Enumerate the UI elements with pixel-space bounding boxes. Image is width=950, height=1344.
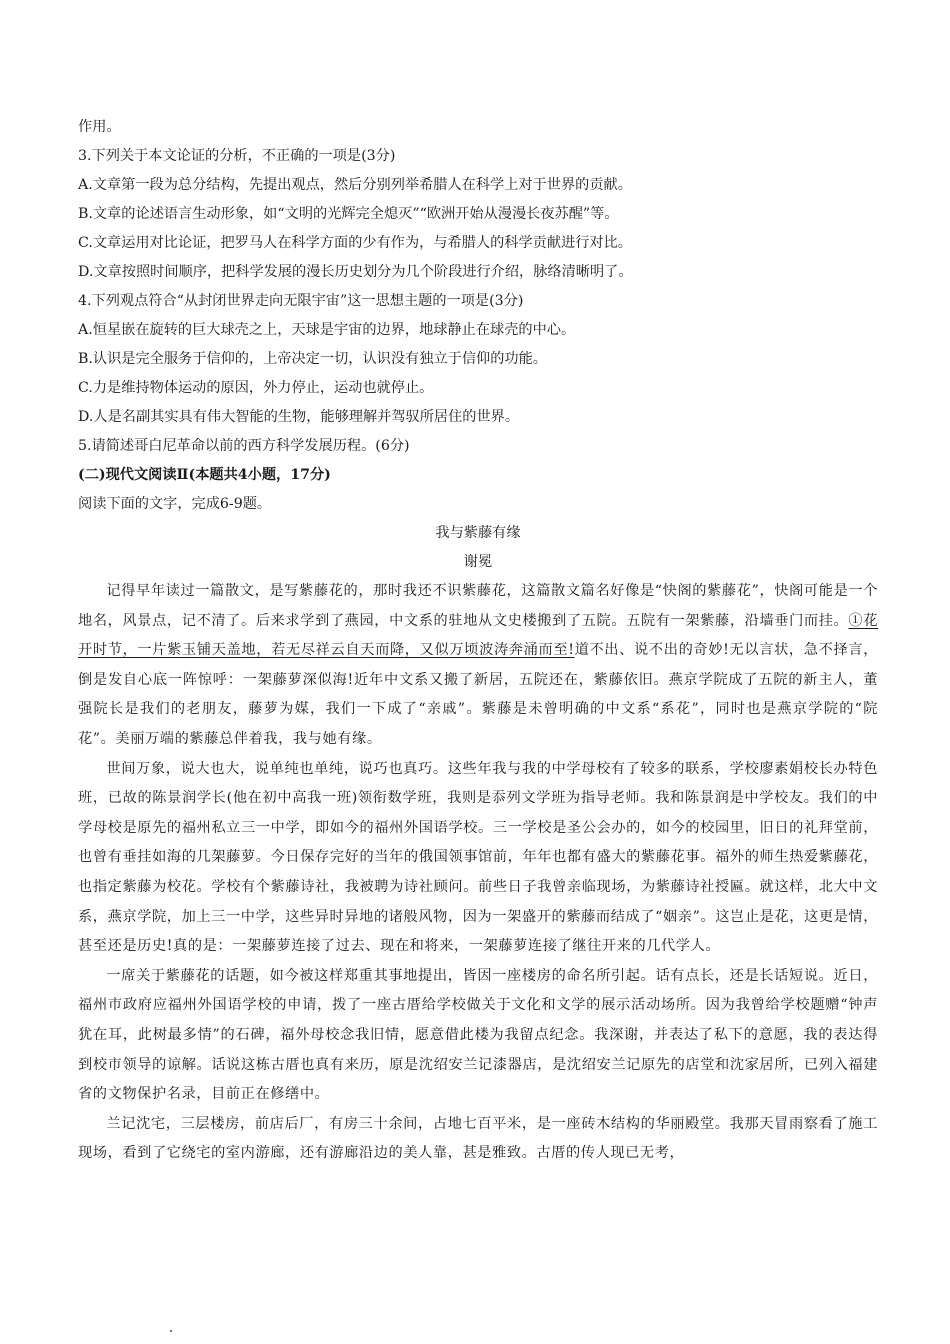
option-3c: C.文章运用对比论证，把罗马人在科学方面的少有作为，与希腊人的科学贡献进行对比。 [78, 235, 632, 251]
essay-author: 谢冕 [463, 554, 493, 570]
essay-paragraph: 一席关于紫藤花的话题，如今被这样郑重其事地提出，皆因一座楼房的命名所引起。话有点长，还是长话短说。近日，福州市政府应福州外国语学校的申请，拨了一座古厝给学校做关于文化和文学的展示活动场所。因为我曾给学校题赠“钟声犹在耳，此树最多情”的石碑，福外母校念我旧情，愿意借此楼为我留点纪念。我深谢，并表达了私下的意愿，我的表达得到校市领导的谅解。话说这栋古厝也真有来历，原是沈绍安兰记漆器店，是沈绍安兰记原先的店堂和沈家居所，已列入福建省的文物保护名录，目前正在修缮中。 [78, 967, 878, 1103]
paragraph-text: 记得早年读过一篇散文，是写紫藤花的，那时我还不识紫藤花，这篇散文篇名好像是“快阁的紫藤花”，快阁可能是一个地名，风景点，记不清了。后来求学到了燕园，中文系的驻地从文史楼搬到了五院。五院有一架紫藤，沿墙垂门而挂。 [78, 583, 878, 629]
reading-instruction: 阅读下面的文字，完成6-9题。 [78, 496, 272, 512]
paragraph-text: 道不出、说不出的奇妙!无以言状，急不择言，倒是发自心底一阵惊呼：一架藤萝深似海!近年中文系又搬了新居，五院还在，紫藤依旧。燕京学院成了五院的新主人，董强院长是我们的老朋友，藤萝为媒，我们一下成了“亲戚”。紫藤是未曾明确的中文系“系花”，同时也是燕京学院的“院花”。美丽万端的紫藤总伴着我，我与她有缘。 [78, 642, 878, 747]
question-4: 4.下列观点符合“从封闭世界走向无限宇宙”这一思想主题的一项是(3分) [78, 293, 524, 309]
essay-paragraph [78, 577, 878, 755]
essay-body [78, 577, 878, 1169]
option-4a: A.恒星嵌在旋转的巨大球壳之上，天球是宇宙的边界，地球静止在球壳的中心。 [78, 322, 576, 338]
page-mark [170, 1330, 172, 1332]
text-line: 作用。 [78, 119, 121, 135]
essay-paragraph: 兰记沈宅，三层楼房，前店后厂，有房三十余间，占地七百平米，是一座砖木结构的华丽殿堂。我那天冒雨察看了施工现场，看到了它绕宅的室内游廊，还有游廊沿边的美人靠，甚是雅致。古厝的传人现已无考， [78, 1115, 878, 1162]
option-3a: A.文章第一段为总分结构，先提出观点，然后分别列举希腊人在科学上对于世界的贡献。 [78, 177, 632, 193]
document-page [78, 113, 878, 1169]
option-4c: C.力是维持物体运动的原因，外力停止，运动也就停止。 [78, 380, 434, 396]
option-3d: D.文章按照时间顺序，把科学发展的漫长历史划分为几个阶段进行介绍，脉络清晰明了。 [78, 264, 633, 280]
option-4d: D.人是名副其实具有伟大智能的生物，能够理解并驾驭所居住的世界。 [78, 409, 520, 425]
essay-paragraph: 世间万象，说大也大，说单纯也单纯，说巧也真巧。这些年我与我的中学母校有了较多的联系，学校廖素娟校长办特色班，已故的陈景润学长(他在初中高我一班)领衔数学班，我则是忝列文学班为指导老师。我和陈景润是中学校友。我们的中学母校是原先的福州私立三一中学，即如今的福州外国语学校。三一学校是圣公会办的，如今的校园里，旧日的礼拜堂前，也曾有垂挂如海的几架藤萝。今日保存完好的当年的俄国领事馆前，年年也都有盛大的紫藤花事。福外的师生热爱紫藤花，也指定紫藤为校花。学校有个紫藤诗社，我被聘为诗社顾问。前些日子我曾亲临现场，为紫藤诗社授匾。就这样，北大中文系，燕京学院，加上三一中学，这些异时异地的诸般风物，因为一架盛开的紫藤而结成了“姻亲”。这岂止是花，这更是情，甚至还是历史!真的是：一架藤萝连接了过去、现在和将来，一架藤萝连接了继往开来的几代学人。 [78, 760, 878, 955]
question-5: 5.请简述哥白尼革命以前的西方科学发展历程。(6分) [78, 438, 410, 454]
underlined-sentence: ①花开时节，一片紫玉铺天盖地，若无尽祥云自天而降，又似万顷波涛奔涌而至! [78, 612, 878, 659]
essay-title: 我与紫藤有缘 [435, 525, 521, 541]
question-3: 3.下列关于本文论证的分析，不正确的一项是(3分) [78, 148, 396, 164]
option-3b: B.文章的论述语言生动形象，如“文明的光辉完全熄灭”“欧洲开始从漫漫长夜苏醒”等。 [78, 206, 619, 222]
section-heading: (二)现代文阅读Ⅱ(本题共4小题，17分) [78, 467, 331, 483]
option-4b: B.认识是完全服务于信仰的，上帝决定一切，认识没有独立于信仰的功能。 [78, 351, 547, 367]
